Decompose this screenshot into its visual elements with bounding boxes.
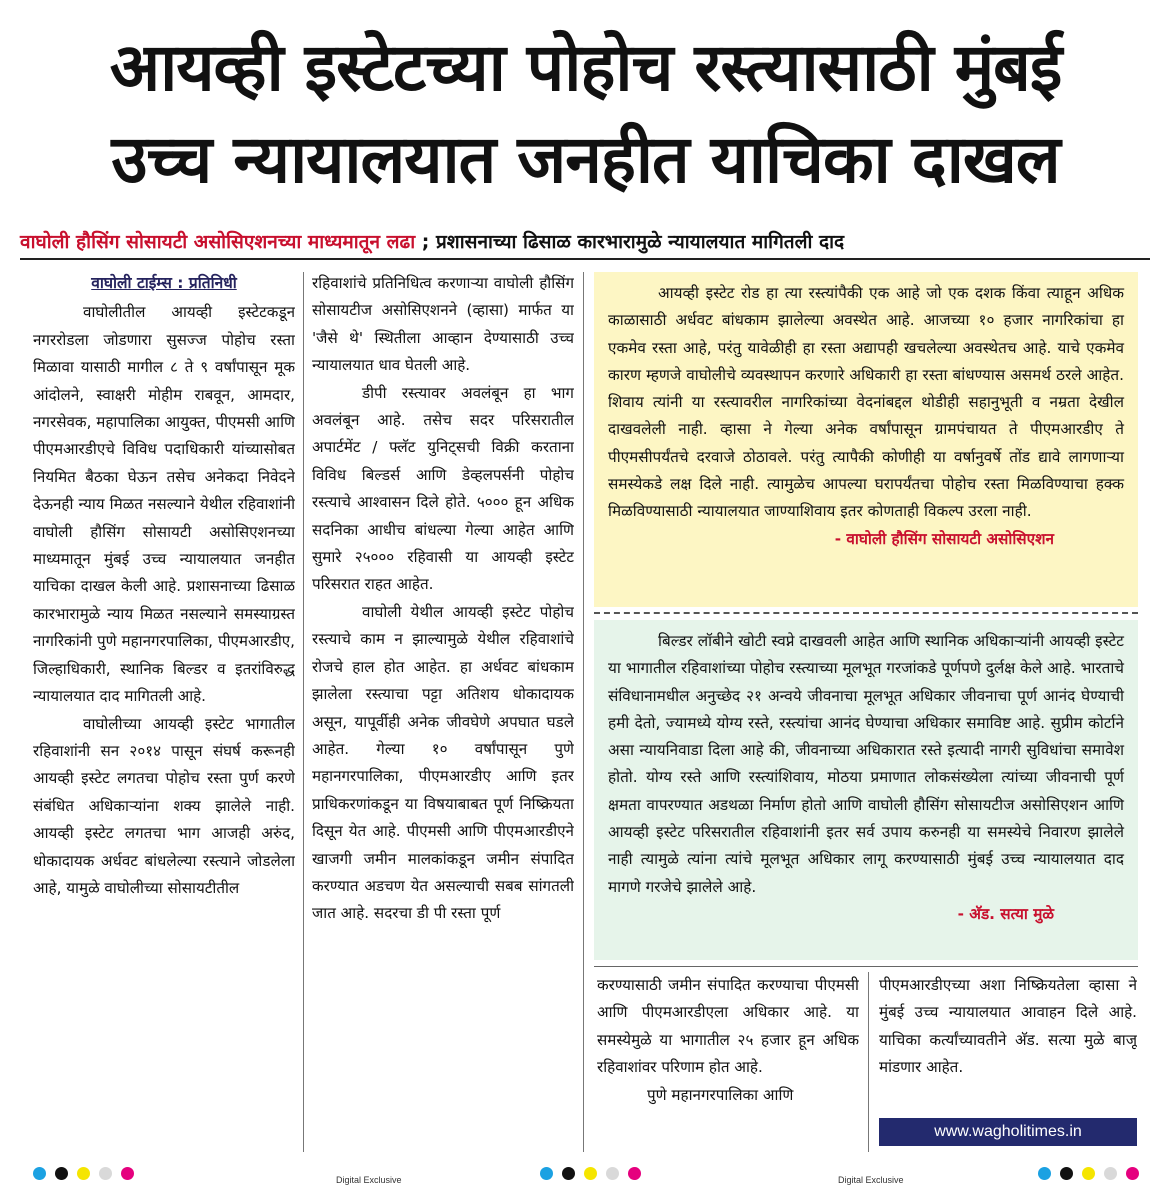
col2-paragraph: डीपी रस्त्यावर अवलंबून हा भाग अवलंबून आहे. तसेच सदर परिसरातील अपार्टमेंट / फ्लॅट युनिट्सची विक्री करताना विविध बिल्डर्स आणि डेव्हलपर्सनी पोहोच रस्त्याचे आश्वासन दिले होते. ५००० हून अधिक सदनिका आधीच बांधल्या गेल्या आहेत आणि सुमारे २५००० रहिवासी या आयव्ही इस्टेट परिसरात राहत आहेत. xyxy=(312,383,574,594)
registration-dot xyxy=(55,1167,68,1180)
quote2-signature: - अ‍ॅड. सत्या मुळे xyxy=(957,904,1054,923)
quote-box-advocate xyxy=(594,620,1138,960)
website-banner[interactable]: www.wagholitimes.in xyxy=(879,1118,1137,1146)
article-column-1 xyxy=(33,270,295,1160)
registration-dot xyxy=(1060,1167,1073,1180)
headline xyxy=(0,22,1171,206)
registration-dot xyxy=(584,1167,597,1180)
subheadline-separator: ; xyxy=(421,231,430,253)
headline-line-1: आयव्ही इस्टेटच्या पोहोच रस्त्यासाठी मुंबई xyxy=(109,29,1062,106)
subheadline-red: वाघोली हौसिंग सोसायटी असोसिएशनच्या माध्यमातून लढा xyxy=(20,231,416,253)
quote1-signature: - वाघोली हौसिंग सोसायटी असोसिएशन xyxy=(834,529,1054,548)
registration-dot xyxy=(1038,1167,1051,1180)
column-divider xyxy=(583,272,584,1152)
col2-paragraph: वाघोली येथील आयव्ही इस्टेट पोहोच रस्त्याचे काम न झाल्यामुळे येथील रहिवाशांचे रोजचे हाल होत आहेत. हा अर्धवट बांधकाम झालेला रस्त्याचा पट्टा अतिशय धोकादायक असून, यापूर्वीही अनेक जीवघेणे अपघात घडले आहेत. गेल्या १० वर्षांपासून पुणे महानगरपालिका, पीएमआरडीए आणि इतर प्राधिकरणांकडून या विषयाबाबत पूर्ण निष्क्रियता दिसून येत आहे. पीएमसी आणि पीएमआरडीएने खाजगी जमीन मालकांकडून जमीन संपादित करण्यात अडचण येत असल्याची सबब सांगतली जात आहे. सदरचा डी पी रस्ता पूर्ण xyxy=(312,602,574,923)
registration-dot xyxy=(1082,1167,1095,1180)
registration-dot xyxy=(1126,1167,1139,1180)
footer-label-left: Digital Exclusive xyxy=(336,1175,402,1185)
registration-dot xyxy=(1104,1167,1117,1180)
col2-paragraph: रहिवाशांचे प्रतिनिधित्व करणाऱ्या वाघोली हौसिंग सोसायटीज असोसिएशनने (व्हासा) मार्फत या 'जैसे थे' स्थितीला आव्हान देण्यासाठी उच्च न्यायालयात धाव घेतली आहे. xyxy=(312,274,574,375)
registration-dot xyxy=(540,1167,553,1180)
quote-box-association xyxy=(594,272,1138,607)
col1-paragraph: वाघोलीतील आयव्ही इस्टेटकडून नगररोडला जोडणारा सुसज्ज पोहोच रस्ता मिळावा यासाठी मागील ८ ते ९ वर्षांपासून मूक आंदोलने, स्वाक्षरी मोहीम राबवून, आमदार, नगरसेवक, महापालिका आयुक्त, पीएमसी आणि पीएमआरडीएचे विविध पदाधिकारी यांच्यासोबत नियमित बैठका घेऊन तसेच अनेकदा निवेदने देऊनही न्याय मिळत नसल्याने येथील रहिवाशांनी वाघोली हौसिंग सोसायटी असोसिएशनच्या माध्यमातून मुंबई उच्च न्यायालयात जनहीत याचिका दाखल केली आहे. प्रशासनाच्या ढिसाळ कारभारामुळे न्याय मिळत नसल्याने समस्याग्रस्त नागरिकांनी पुणे महानगरपालिका, पीएमआरडीए, जिल्हाधिकारी, स्थानिक बिल्डर व इतरांविरुद्ध न्यायालयात दाद मागितली आहे. xyxy=(33,303,295,706)
article-column-3 xyxy=(597,972,859,1157)
footer-label-right: Digital Exclusive xyxy=(838,1175,904,1185)
lower-rule xyxy=(594,966,1138,967)
col3-paragraph: करण्यासाठी जमीन संपादित करण्याचा पीएमसी आणि पीएमआरडीएला अधिकार आहे. या समस्येमुळे या भागातील २५ हजार हून अधिक रहिवाशांवर परिणाम होत आहे. xyxy=(597,976,859,1077)
registration-dot xyxy=(628,1167,641,1180)
dashed-divider xyxy=(594,612,1138,614)
registration-dot xyxy=(99,1167,112,1180)
column-divider xyxy=(303,272,304,1152)
headline-line-2: उच्च न्यायालयात जनहीत याचिका दाखल xyxy=(111,121,1060,198)
registration-dot xyxy=(77,1167,90,1180)
registration-dot xyxy=(562,1167,575,1180)
quote1-text: आयव्ही इस्टेट रोड हा त्या रस्त्यांपैकी एक आहे जो एक दशक किंवा त्याहून अधिक काळासाठी अर्धवट बांधकाम झालेल्या अवस्थेत आहे. आजच्या १० हजार नागरिकांचा हा एकमेव रस्ता आहे, परंतु यावेळीही हा रस्ता अद्यापही खचलेल्या अवस्थेतच आहे. याचे एकमेव कारण म्हणजे वाघोलीचे व्यवस्थापन करणारे अधिकारी हा रस्ता बांधण्यास असमर्थ ठरले आहेत. शिवाय त्यांनी या रस्त्यावरील नागरिकांच्या वेदनांबद्दल थोडीही सहानुभूती व नम्रता देखील दाखवलेली नाही. व्हासा ने गेल्या अनेक वर्षांपासून ग्रामपंचायत ते पीएमआरडीए ते पीएमसीपर्यंतचे दरवाजे ठोठावले. परंतु त्यापैकी कोणीही या वर्षानुवर्षे तोंड द्यावे लागणाऱ्या समस्येकडे लक्ष दिले नाही. त्यामुळेच आपल्या घरापर्यंतचा पोहोच रस्ता मिळविण्याचा हक्क मिळविण्यासाठी न्यायालयात जाण्याशिवाय इतर कोणताही विकल्प उरला नाही. xyxy=(608,284,1124,521)
article-column-2 xyxy=(312,270,574,1160)
subheadline-black: प्रशासनाच्या ढिसाळ कारभारामुळे न्यायालयात मागितली दाद xyxy=(435,231,845,253)
registration-dot xyxy=(121,1167,134,1180)
col3-paragraph: पुणे महानगरपालिका आणि xyxy=(647,1085,794,1104)
article-column-4 xyxy=(879,972,1137,1112)
byline: वाघोली टाईम्स : प्रतिनिधी xyxy=(91,274,237,292)
registration-dot xyxy=(606,1167,619,1180)
subheadline xyxy=(20,228,1160,254)
top-rule xyxy=(20,258,1150,260)
col1-paragraph: वाघोलीच्या आयव्ही इस्टेट भागातील रहिवाशांनी सन २०१४ पासून संघर्ष करूनही आयव्ही इस्टेट लगतचा पोहोच रस्ता पुर्ण करणे संबंधित अधिकाऱ्यांना शक्य झालेले नाही. आयव्ही इस्टेट लगतचा भाग आजही अरुंद, धोकादायक अर्धवट बांधलेल्या रस्त्याने जोडलेला आहे, यामुळे वाघोलीच्या सोसायटीतील xyxy=(33,714,295,897)
registration-dot xyxy=(33,1167,46,1180)
quote2-text: बिल्डर लॉबीने खोटी स्वप्ने दाखवली आहेत आणि स्थानिक अधिकाऱ्यांनी आयव्ही इस्टेट या भागातील रहिवाशांच्या पोहोच रस्त्याच्या मूलभूत गरजांकडे पूर्णपणे दुर्लक्ष केले आहे. भारताचे संविधानामधील अनुच्छेद २१ अन्वये जीवनाचा मूलभूत अधिकार जीवनाचा पूर्ण आनंद घेण्याची हमी देतो, ज्यामध्ये योग्य रस्ते, रस्त्यांचा आनंद घेण्याचा अधिकार समाविष्ट आहे. सुप्रीम कोर्टाने असा न्यायनिवाडा दिला आहे की, जीवनाच्या अधिकारात रस्ते इत्यादी नागरी सुविधांचा समावेश होतो. योग्य रस्ते आणि रस्त्यांशिवाय, मोठया प्रमाणात लोकसंख्येला त्यांच्या जीवनाची पूर्ण क्षमता वापरण्यात अडथळा निर्माण होतो आणि वाघोली हौसिंग सोसायटीज असोसिएशन आणि आयव्ही इस्टेट परिसरातील रहिवाशांनी इतर सर्व उपाय करुनही या समस्येचे निवारण झालेले नाही त्यामुळे त्यांना त्यांचे मूलभूत अधिकार लागू करण्यासाठी मुंबई उच्च न्यायालयात दाद मागणे गरजेचे झालेले आहे. xyxy=(608,632,1124,896)
column-divider xyxy=(868,972,869,1152)
col4-paragraph: पीएमआरडीएच्या अशा निष्क्रियतेला व्हासा ने मुंबई उच्च न्यायालयात आवाहन दिले आहे. याचिका कर्त्यांच्यावतीने अ‍ॅड. सत्या मुळे बाजू मांडणार आहेत. xyxy=(879,976,1137,1077)
